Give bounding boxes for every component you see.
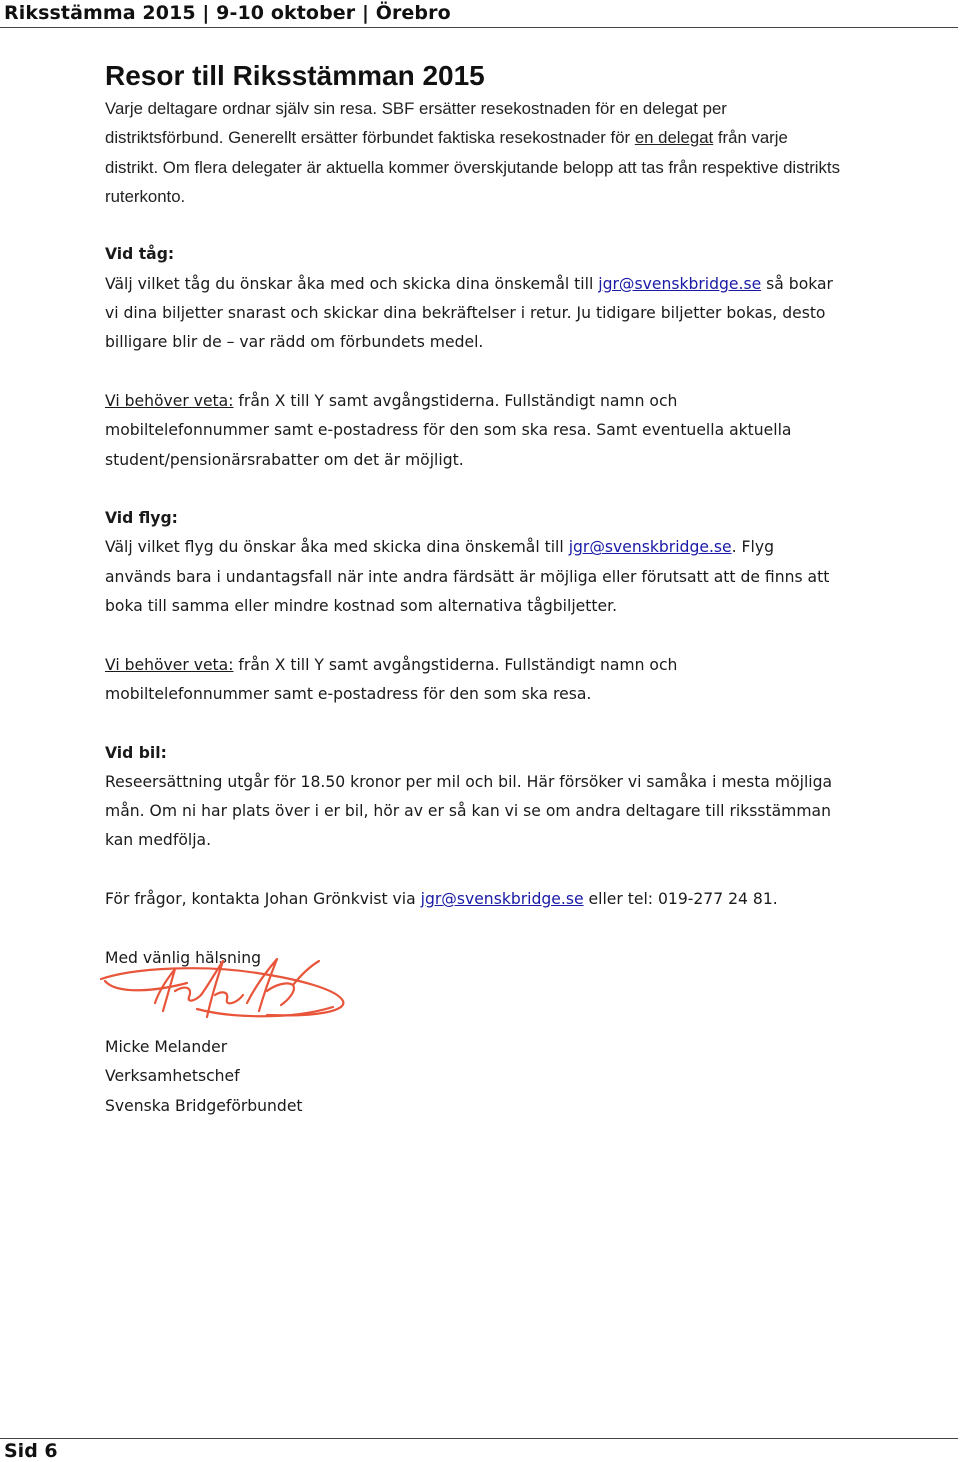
car-paragraph: Reseersättning utgår för 18.50 kronor per mil och bil. Här försöker vi samåka i mesta möjliga mån. Om ni har plats över i er bil, hör av er så kan vi se om andra deltagare till riksstämman kan medfölja. xyxy=(105,772,833,850)
flight-text-b: . Flyg används bara i undantagsfall när inte andra färdsätt är möjliga eller förutsatt att de finns att boka till samma eller mindre kostnad som alternativa tågbiljetter. xyxy=(105,538,830,616)
handwritten-signature xyxy=(97,951,357,1041)
train-need-paragraph xyxy=(105,387,845,475)
signature-area xyxy=(105,973,845,1033)
contact-paragraph xyxy=(105,885,845,914)
contact-email-link[interactable]: jgr@svenskbridge.se xyxy=(420,890,584,909)
sender-role: Verksamhetschef xyxy=(105,1067,240,1086)
intro-text-1: Varje deltagare ordnar själv sin resa. SBF ersätter resekostnaden för en delegat per distriktsförbund. Generellt ersätter förbundet faktiska resekostnader för xyxy=(105,99,727,148)
sender-name: Micke Melander xyxy=(105,1037,228,1056)
car-heading: Vid bil: xyxy=(105,743,167,762)
intro-text-2: från varje distrikt. Om flera delegater är aktuella kommer överskjutande belopp att tas från respektive distrikts ruterkonto. xyxy=(105,128,840,206)
intro-paragraph xyxy=(105,94,845,211)
sender-organization: Svenska Bridgeförbundet xyxy=(105,1096,303,1115)
header-rule xyxy=(0,27,958,28)
page-number: Sid 6 xyxy=(4,1440,58,1462)
flight-email-link[interactable]: jgr@svenskbridge.se xyxy=(568,538,732,557)
page-title: Resor till Riksstämman 2015 xyxy=(105,60,485,91)
document-body xyxy=(105,58,845,1121)
train-need-text: från X till Y samt avgångstiderna. Fullständigt namn och mobiltelefonnummer samt e-postadress för den som ska resa. Samt eventuella aktuella student/pensionärsrabatter om det är möjligt. xyxy=(105,391,792,469)
intro-underlined: en delegat xyxy=(634,128,714,148)
page-header xyxy=(0,0,960,30)
contact-text-b: eller tel: 019-277 24 81. xyxy=(583,890,778,909)
footer-rule xyxy=(0,1438,958,1439)
train-text-a: Välj vilket tåg du önskar åka med och skicka dina önskemål till xyxy=(105,274,599,293)
signature-strokes xyxy=(101,959,343,1017)
train-heading: Vid tåg: xyxy=(105,245,175,264)
flight-text-a: Välj vilket flyg du önskar åka med skicka dina önskemål till xyxy=(105,538,569,557)
train-paragraph xyxy=(105,270,845,358)
flight-need-label: Vi behöver veta: xyxy=(105,655,234,674)
flight-heading: Vid flyg: xyxy=(105,509,178,528)
contact-text-a: För frågor, kontakta Johan Grönkvist via xyxy=(105,890,421,909)
header-title: Riksstämma 2015 | 9-10 oktober | Örebro xyxy=(4,2,451,24)
flight-need-text: från X till Y samt avgångstiderna. Fullständigt namn och mobiltelefonnummer samt e-postadress för den som ska resa. xyxy=(105,655,678,703)
train-need-label: Vi behöver veta: xyxy=(105,391,234,410)
closing-line: Med vänlig hälsning xyxy=(105,948,261,967)
flight-need-paragraph xyxy=(105,651,845,710)
train-text-b: så bokar vi dina biljetter snarast och skickar dina bekräftelser i retur. Ju tidigare biljetter bokas, desto billigare blir de – var rädd om förbundets medel. xyxy=(105,274,833,352)
flight-paragraph xyxy=(105,533,845,621)
train-email-link[interactable]: jgr@svenskbridge.se xyxy=(598,274,762,293)
